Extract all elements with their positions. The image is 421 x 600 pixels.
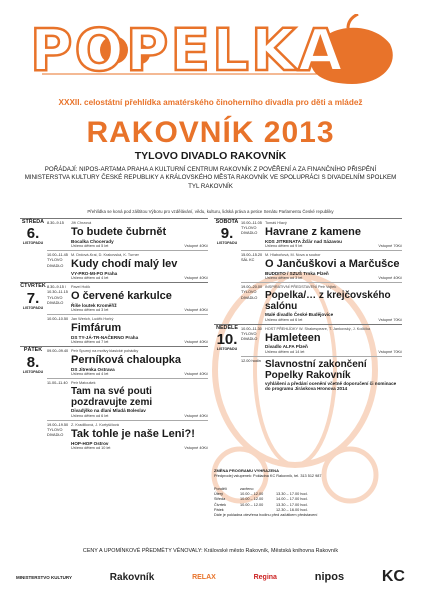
hours-afternoon: 13.30 – 17.00 hod. — [276, 502, 308, 507]
performance-time — [241, 285, 264, 301]
performance-time-range: 19.00–19.50 — [47, 423, 69, 428]
organizers-text: POŘÁDAJÍ: NIPOS-ARTAMA PRAHA A KULTURNÍ CENTRUM RAKOVNÍK Z POVĚŘENÍ A ZA FINANČNÍHO PŘISPĚNÍ MINISTERSTVA KULTURY ČESKÉ REPUBLIKY A KRÁLOVSKÉHO MĚSTA RAKOVNÍK VE SPOLUPRÁCI S DIVADELNÍM SPOLKEM TYL RAKOVNÍK — [24, 166, 397, 190]
performance-ensemble: Divadýlko na dlani Mladá Boleslav — [71, 408, 146, 414]
sponsor-relax-logo: RELAX — [192, 573, 216, 581]
hours-note: Dále je pokladna otevřena hodinu před začátkem představení — [214, 513, 318, 518]
performance-title: Fimfárum — [71, 322, 122, 335]
performance-ensemble: vyhlášení a předání ocenění včetně doporučení či nominace do programu Jiráskova Hronova 2014 — [265, 380, 397, 392]
performance-title: Popelka/… z krejčovského salónu — [265, 290, 391, 313]
performance-item — [241, 283, 402, 324]
performance-time-range: 10.00–11.30 — [241, 326, 262, 331]
performance-entry-fee: Vstupné 70Kč — [378, 244, 402, 249]
performance-age: Určeno dětem od 10 let — [71, 446, 111, 451]
performance-title: Havrane z kamene — [265, 226, 361, 238]
performance-age: Určeno dětem od 3 let — [265, 276, 303, 281]
performance-details — [265, 251, 402, 282]
performance-age: Určeno dětem od 7 let — [71, 340, 109, 345]
performance-authors: Petr Spurný na motivy klasické pohádky — [71, 349, 139, 354]
hours-afternoon: 14.00 – 17.00 hod. — [276, 497, 308, 502]
performance-age: Určeno dětem od 9 let — [265, 244, 303, 249]
performance-ensemble: HOP-HOP Ostrov — [71, 440, 109, 446]
performance-details — [71, 421, 208, 452]
performance-time-range: 09.00–09.40 — [47, 349, 69, 354]
performance-time — [47, 349, 70, 354]
hours-morning: 10.00 – 12.00 — [240, 497, 264, 502]
performance-age: Určeno dětem od 14 let — [265, 349, 305, 354]
day-label — [214, 326, 240, 352]
performance-details — [265, 357, 402, 393]
performance-title: Hamleteen — [265, 331, 321, 344]
performance-ensemble: DS Jitrenka Ostrava — [71, 366, 115, 372]
performance-details — [71, 347, 208, 378]
performance-time — [241, 221, 264, 237]
box-office-line: Předprodej vstupenek: Pokladna KC Rakovník, tel. 313 512 987 — [214, 474, 322, 478]
performance-item — [241, 219, 402, 251]
performance-time — [47, 381, 70, 386]
performance-item — [241, 325, 402, 357]
performance-title: Slavnostní zakončení Popelky Rakovník — [265, 358, 367, 381]
logo-wordmark: POPELKA — [30, 16, 345, 84]
performance-time-range: 8.30–9.15 — [47, 221, 64, 225]
day-number: 8. — [26, 353, 40, 371]
performance-footer — [71, 276, 208, 281]
performance-authors: HOST PŘEHLÍDKY W. Shakespeare, T. Jankovský, J. Kočička — [265, 326, 371, 331]
performance-footer — [71, 244, 208, 249]
performance-time-range: 19.00–20.00 — [241, 285, 263, 290]
performance-details — [71, 283, 208, 314]
performance-title: To budete čubrnět — [71, 226, 167, 238]
performance-title: O červené karkulce — [71, 290, 172, 303]
performance-time — [47, 285, 70, 306]
schedule-day — [20, 346, 208, 452]
performance-footer — [71, 414, 208, 419]
sponsor-kc-logo: KC — [381, 568, 405, 585]
performance-entry-fee: Vstupné 40Kč — [184, 244, 208, 249]
performance-title: O Jančuškovi a Marčušce — [265, 258, 400, 271]
performance-item — [47, 251, 208, 282]
performance-details — [71, 315, 208, 346]
box-office-hours — [214, 487, 317, 518]
performance-age: Určeno dětem od 4 let — [71, 372, 109, 377]
performance-ensemble: KDS JITRENATA Žďár nad Sázavou — [265, 238, 342, 244]
hours-afternoon: 13.30 – 17.00 hod. — [276, 492, 308, 497]
performance-entry-fee: Vstupné 70Kč — [378, 317, 402, 322]
performance-entry-fee: Vstupné 40Kč — [378, 276, 402, 281]
performance-title: Tak tohle je naše Leni?! — [71, 428, 195, 441]
day-name: STŘEDA — [21, 219, 45, 225]
day-month: LISTOPADU — [216, 347, 238, 352]
day-number: 7. — [26, 289, 40, 307]
day-label — [20, 284, 46, 310]
performance-details — [71, 251, 208, 282]
performance-footer — [71, 308, 208, 313]
hours-day: Pátek — [214, 507, 224, 512]
city-year-title: RAKOVNÍK 2013 — [86, 116, 335, 149]
performance-time-range: 10.00–10.50 — [47, 317, 69, 322]
day-name: ČTVRTEK — [20, 283, 46, 290]
performance-ensemble: Říše loutek Kroměříž — [71, 302, 117, 308]
performance-venue: TYLOVO DIVADLO — [241, 331, 258, 342]
performance-footer — [265, 318, 402, 323]
performance-details — [71, 219, 208, 250]
performance-time — [241, 253, 264, 263]
performance-age: Určeno dětem od 4 let — [71, 276, 109, 281]
hours-morning: zavřeno — [240, 487, 254, 491]
performance-item — [47, 347, 208, 379]
day-month: LISTOPADU — [22, 369, 44, 374]
performance-age: Určeno dětem od 6 let — [265, 317, 303, 322]
performance-details — [265, 219, 402, 250]
day-name: PÁTEK — [23, 347, 43, 354]
day-label — [20, 348, 46, 374]
performance-time — [241, 327, 264, 343]
day-month: LISTOPADU — [216, 241, 238, 246]
performance-details — [71, 379, 208, 420]
sponsor-rakovnik-logo: Rakovník — [109, 571, 155, 583]
day-month: LISTOPADU — [22, 241, 44, 246]
performance-time-range: 12.00 hodin — [241, 358, 261, 363]
hours-day: Pondělí — [214, 487, 227, 491]
hours-day: Středa — [214, 497, 226, 502]
performance-venue: TYLOVO DIVADLO — [47, 258, 64, 268]
performance-title: Kudy chodí malý lev — [71, 258, 178, 271]
performance-footer — [265, 244, 402, 249]
patronage-text: Přehlídka se koná pod záštitou Výboru pro vzdělávání, vědu, kulturu, lidská práva a petice Senátu Parlamentu České republiky — [87, 209, 334, 214]
performance-ensemble: BUDDITO / SZUŠ Trnka Plzeň — [265, 270, 329, 276]
theatre-name: TYLOVO DIVADLO RAKOVNÍK — [134, 150, 287, 162]
performance-age: Určeno dětem od 6 let — [71, 414, 109, 419]
performance-footer — [265, 350, 402, 355]
sponsor-regina-logo: Regina — [253, 573, 277, 581]
performance-item — [241, 251, 402, 283]
performance-footer — [71, 446, 208, 451]
hours-day: Čtvrtek — [214, 502, 227, 507]
hours-afternoon: 12.30 – 16.00 hod. — [276, 507, 308, 512]
performance-time-range: 10.00–11.45 — [47, 253, 68, 258]
performance-entry-fee: Vstupné 40Kč — [184, 372, 208, 377]
performance-entry-fee: Vstupné 40Kč — [184, 414, 208, 419]
schedule-day — [214, 218, 402, 324]
day-label — [20, 220, 46, 246]
performance-item — [241, 357, 402, 393]
performance-entry-fee: Vstupné 40Kč — [184, 276, 208, 281]
performance-authors: Z. Kradilková, J. Kortyščiová — [71, 423, 119, 428]
performance-age: Určeno dětem od 3 let — [71, 308, 109, 313]
performance-venue: TYLOVO DIVADLO — [47, 428, 64, 438]
sponsor-nipos-logo: nipos — [314, 571, 345, 583]
sponsor-logos — [16, 562, 405, 592]
schedule-day — [20, 282, 208, 346]
program-change-note: ZMĚNA PROGRAMU VYHRAZENA — [214, 468, 279, 473]
performance-time — [47, 317, 70, 322]
day-month: LISTOPADU — [22, 305, 44, 310]
performance-item — [47, 315, 208, 346]
hours-morning: 10.00 – 12.00 — [240, 492, 264, 497]
schedule-day — [20, 218, 208, 282]
performance-entry-fee: Vstupné 40Kč — [184, 340, 208, 345]
performance-time-range: 8.30–9.15 / 10.30–11.15 — [47, 285, 68, 295]
performance-venue: TYLOVO DIVADLO — [241, 226, 258, 236]
performance-authors: Jan Werich, Luděk Horký — [71, 317, 114, 322]
performance-time — [241, 359, 264, 364]
day-name: SOBOTA — [215, 219, 239, 225]
performance-time — [47, 253, 70, 269]
day-label — [214, 220, 240, 246]
day-number: 10. — [216, 331, 238, 349]
performance-time — [47, 221, 70, 226]
performance-item — [47, 379, 208, 421]
performance-entry-fee: Vstupné 40Kč — [184, 446, 208, 451]
performance-ensemble: Bocalka Chocerady — [71, 238, 114, 244]
performance-authors: M. Drdová-Krai, D. Krakovská, K. Turner — [71, 253, 139, 258]
performance-ensemble: VY-PRO-MI-PO Praha — [71, 270, 118, 276]
performance-authors: Tomáš Hlavý — [265, 221, 287, 225]
performance-age: Určeno dětem od 5 let — [71, 244, 109, 249]
day-name: NEDĚLE — [216, 324, 238, 331]
day-number: 9. — [220, 225, 234, 243]
schedule-day — [214, 324, 402, 393]
performance-authors: INSPIRATIVNÍ PŘEDSTAVENÍ Petr Vojtek — [265, 285, 337, 290]
performance-authors: Pavel Holík — [71, 285, 91, 290]
performance-entry-fee: Vstupné 40Kč — [184, 308, 208, 313]
performance-venue: SÁL KC — [241, 258, 255, 263]
performance-footer — [71, 340, 208, 345]
performance-title: Tam na své pouti pozdravujte zemi — [71, 386, 153, 409]
performance-item — [47, 421, 208, 452]
performance-item — [47, 219, 208, 251]
sponsor-ministry-logo: MINISTERSTVO KULTURY — [16, 574, 72, 580]
performance-title: Perníková chaloupka — [71, 354, 182, 367]
day-number: 6. — [26, 225, 40, 243]
performance-venue: TYLOVO DIVADLO — [47, 295, 64, 305]
schedule-left-column — [20, 218, 208, 452]
performance-time-range: 15.00–15.20 — [241, 253, 263, 258]
performance-authors: Jiří Chrzová — [71, 221, 92, 225]
schedule-right-column — [214, 218, 402, 393]
performance-time-range: 11.00–11.40 — [47, 381, 68, 386]
performance-item — [47, 283, 208, 315]
performance-venue: TYLOVO DIVADLO — [241, 290, 258, 300]
performance-ensemble: Divadlo ALFA Plzeň — [265, 344, 308, 350]
performance-details — [265, 283, 402, 324]
hours-morning: 10.00 – 12.00 — [240, 502, 264, 507]
box-office-info — [214, 474, 321, 479]
performance-ensemble: Malé divadlo České Budějovice — [265, 312, 334, 318]
performance-ensemble: DS TY-JÁ-TR-NAČERNO Praha — [71, 334, 139, 340]
performance-authors: Petr Matoušek — [71, 381, 96, 386]
awards-credit: CENY A UPOMÍNKOVÉ PŘEDMĚTY VĚNOVALY: Královské město Rakovník, Městská knihovna Rakovník — [82, 548, 339, 554]
performance-time — [47, 423, 70, 439]
performance-footer — [71, 372, 208, 377]
festival-subtitle: XXXII. celostátní přehlídka amatérského činoherního divadla pro děti a mládež — [58, 98, 363, 107]
performance-authors: M. Hlaboňová, M. Nova a soubor — [265, 253, 321, 258]
performance-footer — [265, 276, 402, 281]
performance-entry-fee: Vstupné 70Kč — [378, 349, 402, 354]
performance-time-range: 10.00–11.05 — [241, 221, 262, 225]
performance-details — [265, 325, 402, 356]
hours-day: Úterý — [214, 492, 224, 497]
